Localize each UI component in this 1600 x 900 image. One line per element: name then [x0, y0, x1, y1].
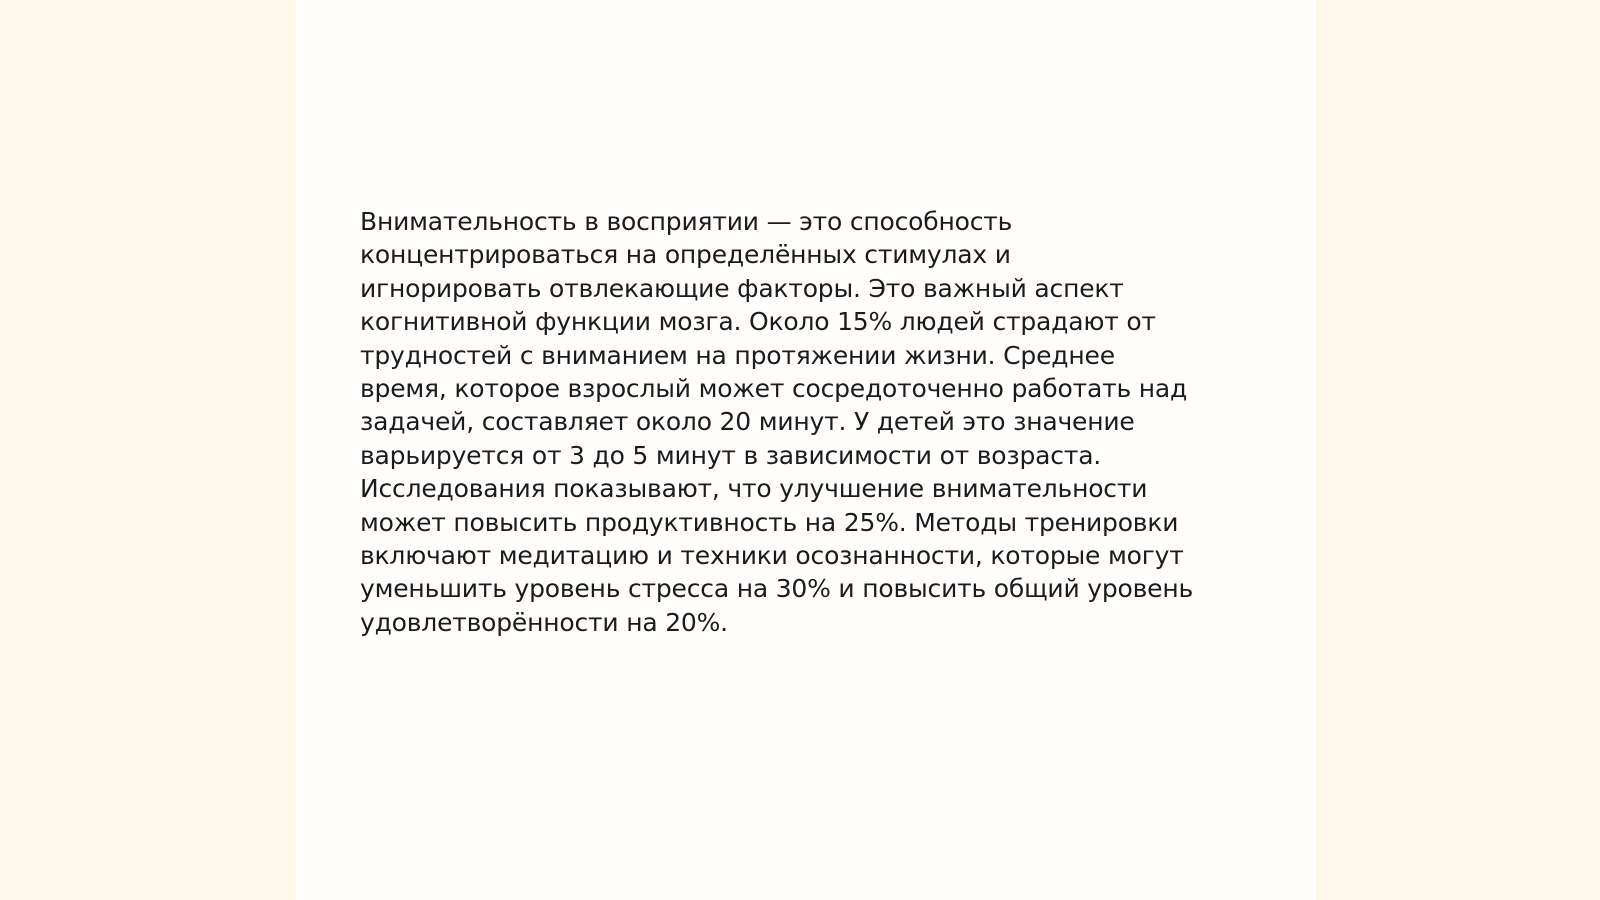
paragraph-line-1: Внимательность в восприятии — это способность — [360, 207, 1013, 236]
paragraph-line-3: игнорировать отвлекающие факторы. Это важный аспект — [360, 273, 1124, 303]
body-paragraph — [360, 205, 1260, 639]
paragraph-line-9: Исследования показывают, что улучшение внимательности — [360, 474, 1148, 504]
paragraph-line-13: удовлетворённости на 20%. — [360, 607, 728, 637]
paragraph-line-2: концентрироваться на определённых стимулах и — [360, 240, 1011, 270]
paragraph-line-12: уменьшить уровень стресса на 30% и повысить общий уровень — [360, 574, 1194, 604]
paragraph-line-11: включают медитацию и техники осознанности, которые могут — [360, 541, 1184, 571]
paragraph-line-6: время, которое взрослый может сосредоточенно работать над — [360, 374, 1188, 404]
paragraph-line-7: задачей, составляет около 20 минут. У детей это значение — [360, 407, 1135, 437]
paragraph-line-8: варьируется от 3 до 5 минут в зависимости от возраста. — [360, 440, 1102, 470]
paragraph-line-4: когнитивной функции мозга. Около 15% людей страдают от — [360, 307, 1156, 337]
document-page — [296, 0, 1316, 900]
paragraph-line-10: может повысить продуктивность на 25%. Методы тренировки — [360, 507, 1179, 537]
paragraph-line-5: трудностей с вниманием на протяжении жизни. Среднее — [360, 340, 1115, 370]
